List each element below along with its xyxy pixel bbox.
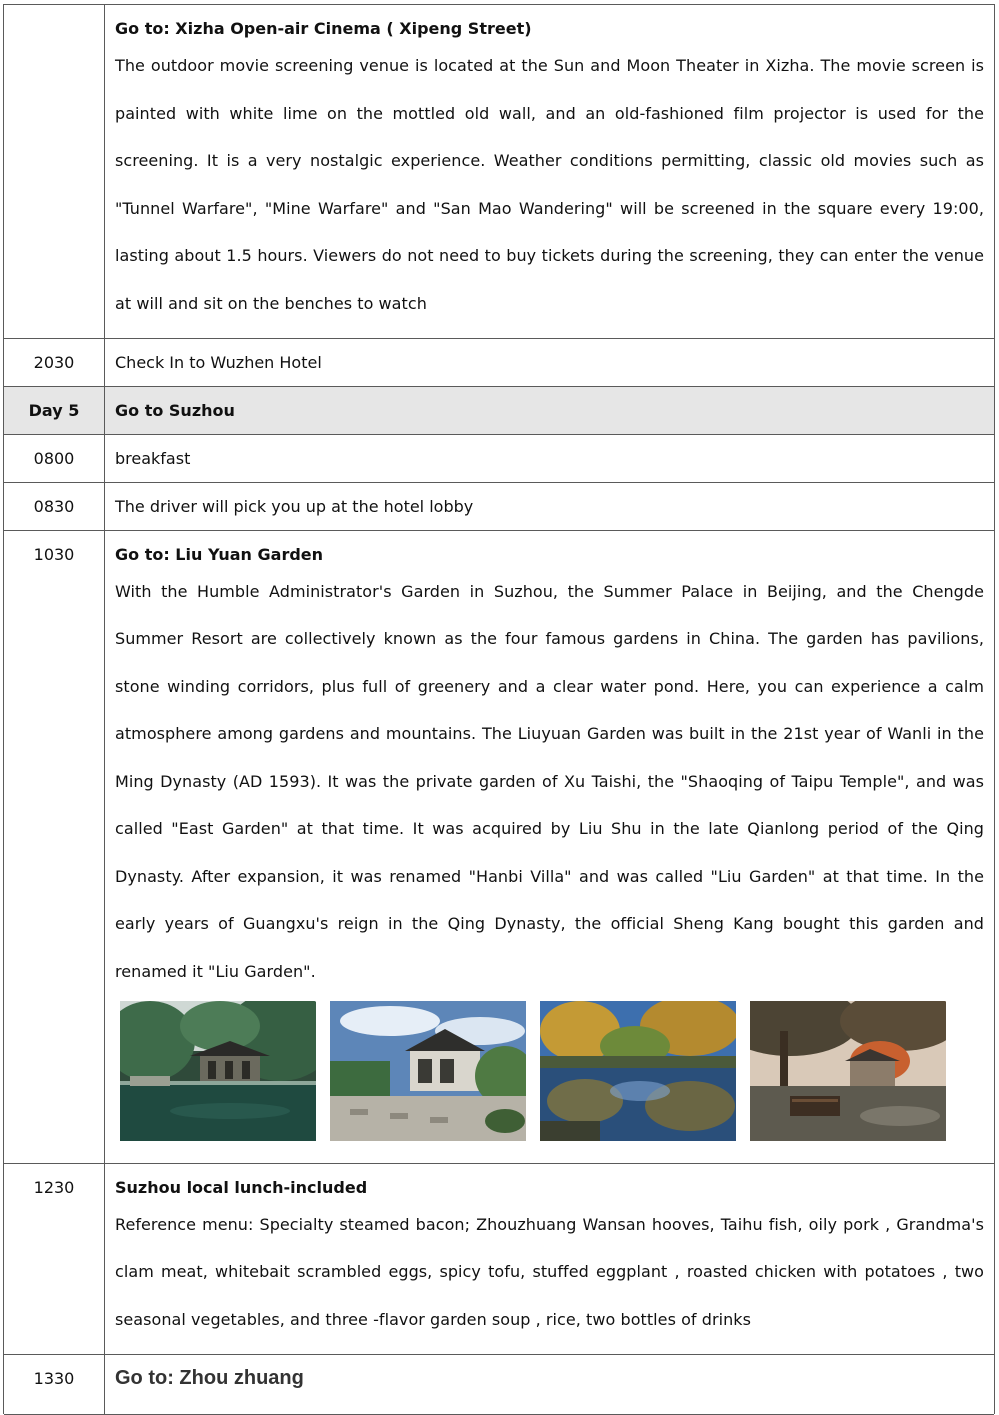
time-cell: 1030	[4, 530, 105, 1163]
activity-cell	[105, 1163, 995, 1354]
time-cell: 1230	[4, 1163, 105, 1354]
activity-cell	[105, 5, 995, 338]
activity-text: breakfast	[115, 448, 191, 468]
itinerary-table	[4, 5, 994, 1415]
day-header-row	[4, 386, 994, 434]
activity-cell	[105, 1354, 995, 1414]
activity-text: Check In to Wuzhen Hotel	[115, 352, 322, 372]
table-row	[4, 530, 994, 1163]
activity-heading: Go to: Xizha Open-air Cinema ( Xipeng Street)	[115, 19, 532, 38]
activity-heading: Go to: Liu Yuan Garden	[115, 544, 324, 564]
activity-cell	[105, 434, 995, 482]
table-row	[4, 434, 994, 482]
table-row	[4, 5, 994, 338]
activity-heading: Suzhou local lunch-included	[115, 1177, 368, 1197]
activity-text: The driver will pick you up at the hotel lobby	[115, 496, 474, 516]
time-cell	[4, 5, 105, 338]
activity-description: Reference menu: Specialty steamed bacon; Zhouzhuang Wansan hooves, Taihu fish, oily pork , Grandma's clam meat, whitebait scrambled eggs, spicy tofu, stuffed eggplant , roasted chicken with potatoes , two seasonal vegetables, and three -flavor garden soup , rice, two bottles of drinks	[115, 1214, 984, 1329]
time-cell: 0830	[4, 482, 105, 530]
activity-description: With the Humble Administrator's Garden in Suzhou, the Summer Palace in Beijing, and the Chengde Summer Resort are collectively known as the four famous gardens in China. The garden has pavilions, stone winding corridors, plus full of greenery and a clear water pond. Here, you can experience a calm atmosphere among gardens and mountains. The Liuyuan Garden was built in the 21st year of Wanli in the Ming Dynasty (AD 1593). It was the private garden of Xu Taishi, the "Shaoqing of Taipu Temple", and was called "East Garden" at that time. It was acquired by Liu Shu in the late Qianlong period of the Qing Dynasty. After expansion, it was renamed "Hanbi Villa" and was called "Liu Garden" at that time. In the early years of Guangxu's reign in the Qing Dynasty, the official Sheng Kang bought this garden and renamed it "Liu Garden".	[115, 581, 984, 981]
garden-photo-strip	[115, 995, 984, 1141]
table-row	[4, 1163, 994, 1354]
activity-cell	[105, 338, 995, 386]
activity-cell	[105, 482, 995, 530]
table-row	[4, 1354, 994, 1414]
garden-photo-autumn-pond	[540, 1001, 736, 1141]
garden-photo-pavilion-pond	[120, 1001, 316, 1141]
activity-cell	[105, 530, 995, 1163]
garden-photo-pavilion-boat	[750, 1001, 946, 1141]
time-cell: 1330	[4, 1354, 105, 1414]
activity-description: The outdoor movie screening venue is located at the Sun and Moon Theater in Xizha. The movie screen is painted with white lime on the mottled old wall, and an old-fashioned film projector is used for the screening. It is a very nostalgic experience. Weather conditions permitting, classic old movies such as "Tunnel Warfare", "Mine Warfare" and "San Mao Wandering" will be screened in the square every 19:00, lasting about 1.5 hours. Viewers do not need to buy tickets during the screening, they can enter the venue at will and sit on the benches to watch	[115, 56, 984, 313]
table-row	[4, 482, 994, 530]
itinerary-frame	[3, 4, 995, 1414]
activity-cell	[105, 386, 995, 434]
activity-heading: Go to: Zhou zhuang	[115, 1366, 304, 1389]
day-heading: Go to Suzhou	[115, 400, 235, 420]
day-label: Day 5	[4, 386, 105, 434]
time-cell: 2030	[4, 338, 105, 386]
table-row	[4, 338, 994, 386]
time-cell: 0800	[4, 434, 105, 482]
garden-photo-hall-sky	[330, 1001, 526, 1141]
